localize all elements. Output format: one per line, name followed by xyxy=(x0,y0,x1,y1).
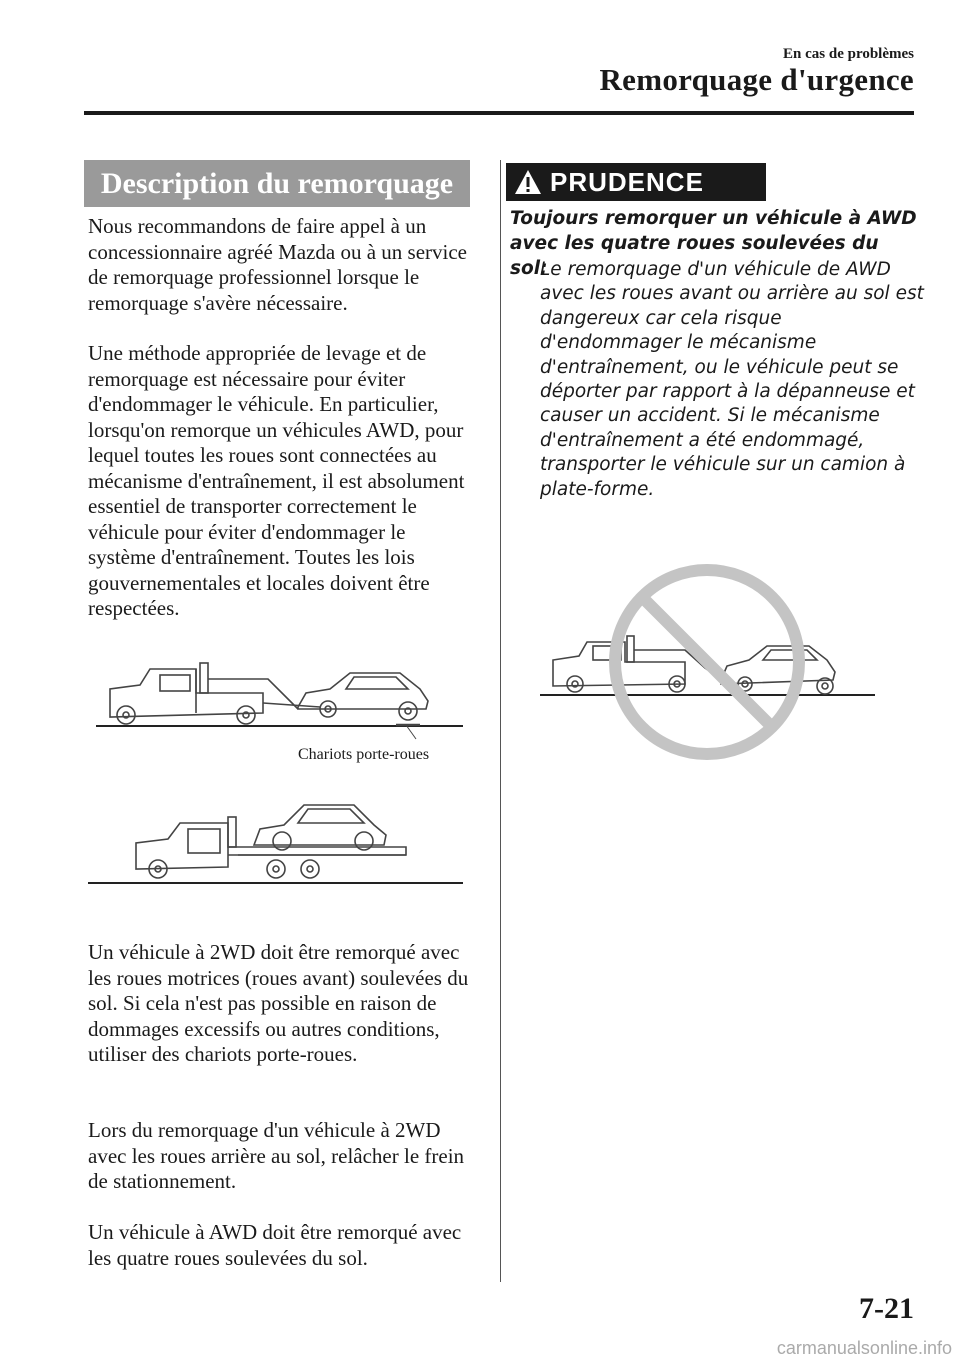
tow-truck-dolly-illustration xyxy=(88,655,468,745)
paragraph-text: Lors du remorquage d'un véhicule à 2WD avec les roues arrière au sol, relâcher le frein de stationnement. xyxy=(88,1118,465,1193)
caution-label: PRUDENCE xyxy=(550,167,704,197)
paragraph-parking-brake xyxy=(88,1118,473,1195)
paragraph-method xyxy=(88,341,473,622)
warning-triangle-icon xyxy=(514,168,542,196)
header-rule xyxy=(84,111,914,115)
watermark: carmanualsonline.info xyxy=(776,1338,952,1358)
column-divider xyxy=(500,160,501,1282)
section-title: Description du remorquage xyxy=(84,160,470,207)
page-title: Remorquage d'urgence xyxy=(599,62,914,97)
caution-heading: Toujours remorquer un véhicule à AWD avec les quatre roues soulevées du sol: xyxy=(510,208,917,279)
prohibited-towing-illustration xyxy=(535,562,880,762)
chapter-label: En cas de problèmes xyxy=(783,46,914,62)
paragraph-text: Un véhicule à 2WD doit être remorqué avec les roues motrices (roues avant) soulevées du sol. Si cela n'est pas possible en raison de dommages excessifs ou autres conditions, utiliser des chariots porte-roues. xyxy=(88,940,469,1066)
caution-banner xyxy=(506,163,766,201)
paragraph-awd xyxy=(88,1220,473,1271)
figure-caption: Chariots porte-roues xyxy=(298,746,430,763)
paragraph-text: Un véhicule à AWD doit être remorqué avec les quatre roues soulevées du sol. xyxy=(88,1220,462,1270)
paragraph-intro xyxy=(88,214,473,316)
paragraph-2wd xyxy=(88,940,473,1068)
paragraph-text: Une méthode appropriée de levage et de remorquage est nécessaire pour éviter d'endommager le véhicule. En particulier, lorsqu'on remorque un véhicules AWD, pour lequel toutes les roues sont connectées au mécanisme d'entraînement, il est absolument essentiel de transporter correctement le véhicule pour éviter d'endommager le système d'entraînement. Toutes les lois gouvernementales et locales doivent être respectées. xyxy=(88,341,465,620)
flatbed-truck-illustration xyxy=(88,795,468,890)
page-number: 7-21 xyxy=(859,1292,914,1325)
caution-body: Le remorquage d'un véhicule de AWD avec les roues avant ou arrière au sol est dangereux car cela risque d'endommager le mécanisme d'entraînement, ou le véhicule peut se déporter par rapport à la dépanneuse et causer un accident. Si le mécanisme d'entraînement a été endommagé, transporter le véhicule sur un camion à plate-forme. xyxy=(540,259,924,500)
paragraph-text: Nous recommandons de faire appel à un concessionnaire agréé Mazda ou à un service de remorquage professionnel lorsque le remorquage s'avère nécessaire. xyxy=(88,214,467,315)
